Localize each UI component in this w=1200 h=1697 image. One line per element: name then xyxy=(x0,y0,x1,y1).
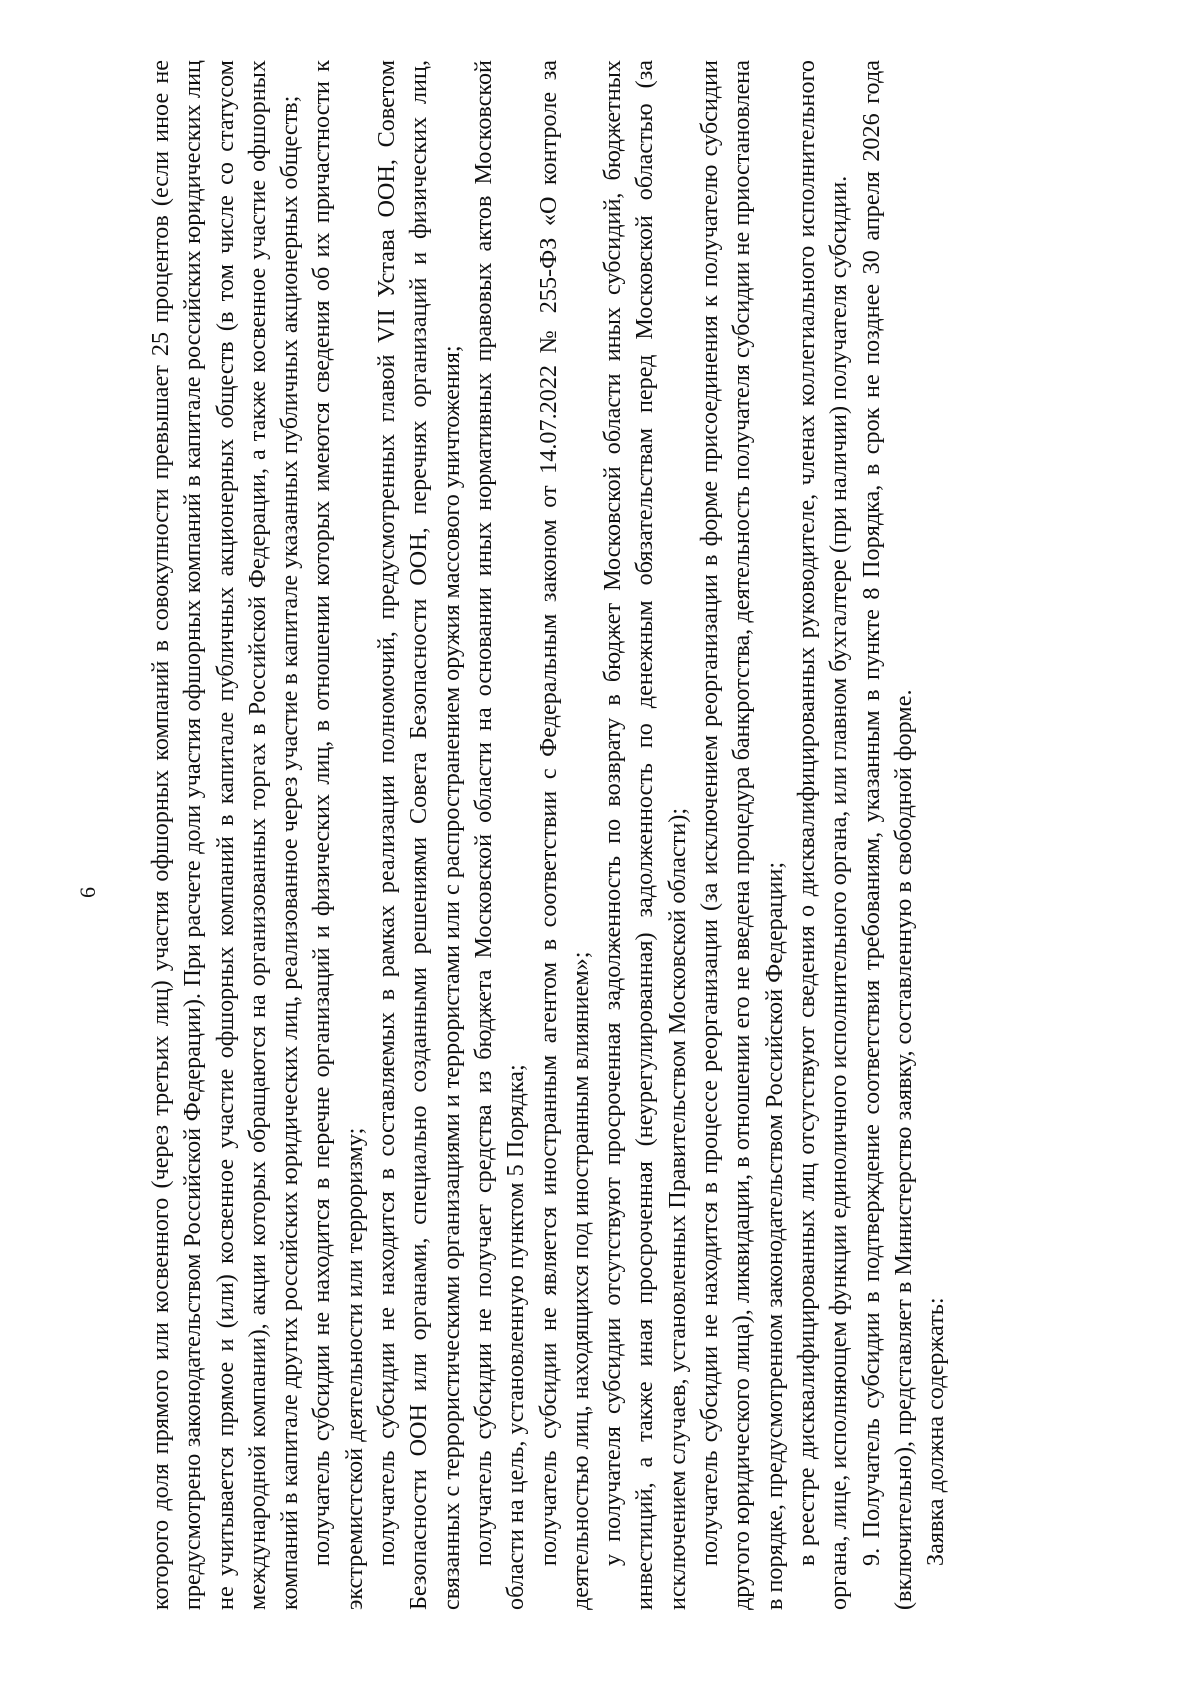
paragraph-item-9: 9. Получатель субсидии в подтверждение соответствия требованиям, указанным в пункте 8 Порядка, в срок не позднее 30 апреля 2026 года (включительно), представляет в Министерство заявку, составленную в свободной форме. xyxy=(857,60,917,1610)
page-number: 6 xyxy=(75,887,100,898)
paragraph-foreign-agent: получатель субсидии не является иностранным агентом в соответствии с Федеральным законом от 14.07.2022 № 255-ФЗ «О контроле за деятельностью лиц, находящихся под иностранным влиянием»; xyxy=(534,60,594,1610)
paragraph-other-budget-funds: получатель субсидии не получает средства из бюджета Московской области на основании иных нормативных правовых актов Московской области на цель, установленную пунктом 5 Порядка; xyxy=(469,60,530,1610)
paragraph-extremism-list: получатель субсидии не находится в перечне организаций и физических лиц, в отношении которых имеются сведения об их причастности к экстремистской деятельности или терроризму; xyxy=(308,60,368,1610)
paragraph-reorganization: получатель субсидии не находится в процессе реорганизации (за исключением реорганизации в форме присоединения к получателю субсидии другого юридического лица), ликвидации, в отношении его не введена процедура банкротства, деятельность получателя субсидии не приостановлена в порядке, предусмотренном законодательством Российской Федерации; xyxy=(696,60,788,1610)
paragraph-offshore-share: которого доля прямого или косвенного (через третьих лиц) участия офшорных компаний в совокупности превышает 25 процентов (если иное не предусмотрено законодательством Российской Федерации). При расчете доли участия офшорных компаний в капитале российских юридических лиц не учитывается прямое и (или) косвенное участие офшорных компаний в капитале публичных акционерных обществ (в том числе со статусом международной компании), акции которых обращаются на организованных торгах в Российской Федерации, а также косвенное участие офшорных компаний в капитале других российских юридических лиц, реализованное через участие в капитале указанных публичных акционерных обществ; xyxy=(147,60,304,1610)
paragraph-disqualified-persons: в реестре дисквалифицированных лиц отсутствуют сведения о дисквалифицированных руководителе, членах коллегиального исполнительного органа, лице, исполняющем функции единоличного исполнительного органа, или главном бухгалтере (при наличии) получателя субсидии. xyxy=(792,60,853,1610)
paragraph-application-contents: Заявка должна содержать: xyxy=(922,1297,950,1566)
paragraph-un-security-council-list: получатель субсидии не находится в составляемых в рамках реализации полномочий, предусмотренных главой VII Устава ООН, Советом Безопасности ООН или органами, специально созданными решениями Совета Безопасности ООН, перечнях организаций и физических лиц, связанных с террористическими организациями и террористами или с распространением оружия массового уничтожения; xyxy=(373,60,465,1610)
rotated-page-content xyxy=(75,60,1160,1610)
paragraph-overdue-debt: у получателя субсидии отсутствуют просроченная задолженность по возврату в бюджет Московской области иных субсидий, бюджетных инвестиций, а также иная просроченная (неурегулированная) задолженность по денежным обязательствам перед Московской областью (за исключением случаев, установленных Правительством Московской области); xyxy=(599,60,691,1610)
